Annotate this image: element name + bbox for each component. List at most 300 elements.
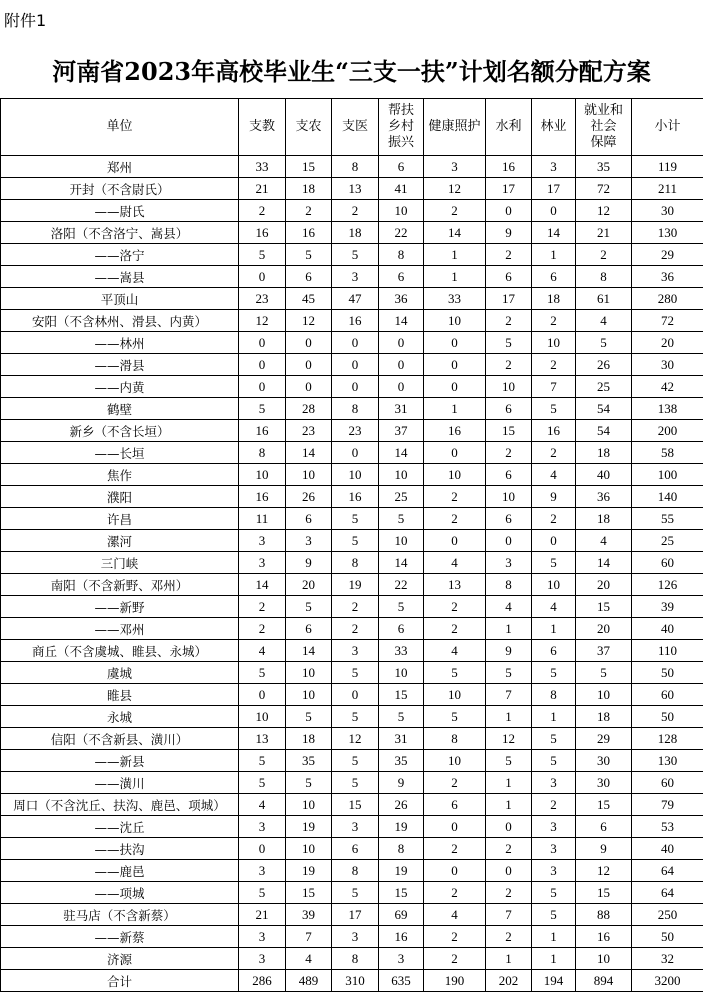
quota-cell: 25 [379,486,424,508]
quota-cell: 36 [632,266,703,288]
quota-cell: 140 [632,486,703,508]
quota-cell: 10 [424,750,486,772]
quota-cell: 1 [532,618,576,640]
quota-cell: 54 [576,398,632,420]
table-row [1,442,703,464]
quota-cell: 10 [486,376,532,398]
quota-cell: 0 [239,332,286,354]
quota-cell: 1 [424,398,486,420]
unit-name-cell: 商丘（不含虞城、睢县、永城） [1,640,239,662]
quota-cell: 3 [379,948,424,970]
quota-cell: 2 [532,508,576,530]
quota-cell: 0 [424,376,486,398]
quota-cell: 41 [379,178,424,200]
quota-cell: 15 [486,420,532,442]
quota-cell: 15 [286,882,332,904]
quota-cell: 12 [486,728,532,750]
quota-cell: 3 [239,530,286,552]
quota-cell: 3 [239,552,286,574]
quota-cell: 5 [239,750,286,772]
quota-cell: 16 [286,222,332,244]
quota-cell: 8 [332,948,379,970]
quota-cell: 8 [379,838,424,860]
quota-cell: 9 [532,486,576,508]
column-header: 帮扶 乡村 振兴 [379,99,424,156]
quota-cell: 30 [576,772,632,794]
quota-cell: 10 [379,662,424,684]
quota-cell: 15 [379,684,424,706]
quota-cell: 14 [379,552,424,574]
unit-name-cell: 三门峡 [1,552,239,574]
unit-name-cell: ——潢川 [1,772,239,794]
quota-cell: 5 [332,882,379,904]
quota-cell: 5 [424,706,486,728]
quota-cell: 2 [424,486,486,508]
quota-cell: 5 [532,552,576,574]
quota-cell: 2 [486,310,532,332]
quota-cell: 3 [239,926,286,948]
quota-cell: 5 [332,244,379,266]
quota-cell: 72 [632,310,703,332]
quota-cell: 10 [532,332,576,354]
quota-cell: 20 [576,574,632,596]
table-row [1,882,703,904]
quota-cell: 10 [424,464,486,486]
column-header: 支教 [239,99,286,156]
quota-cell: 50 [632,706,703,728]
quota-cell: 15 [332,794,379,816]
unit-name-cell: 南阳（不含新野、邓州） [1,574,239,596]
quota-cell: 119 [632,156,703,178]
unit-name-cell: 洛阳（不含洛宁、嵩县） [1,222,239,244]
quota-cell: 5 [332,530,379,552]
quota-cell: 10 [286,464,332,486]
quota-cell: 0 [424,442,486,464]
quota-cell: 5 [239,662,286,684]
quota-cell: 3 [532,156,576,178]
table-row [1,860,703,882]
quota-cell: 0 [424,530,486,552]
quota-cell: 1 [424,244,486,266]
quota-cell: 22 [379,574,424,596]
quota-cell: 4 [486,596,532,618]
quota-cell: 0 [532,530,576,552]
quota-cell: 25 [632,530,703,552]
quota-cell: 10 [379,200,424,222]
quota-cell: 21 [576,222,632,244]
unit-name-cell: ——新蔡 [1,926,239,948]
quota-cell: 5 [239,244,286,266]
quota-cell: 5 [332,508,379,530]
quota-cell: 3 [532,860,576,882]
quota-cell: 6 [424,794,486,816]
quota-cell: 3 [532,838,576,860]
quota-cell: 17 [486,288,532,310]
quota-cell: 2 [486,244,532,266]
table-row [1,486,703,508]
quota-cell: 4 [576,310,632,332]
quota-cell: 3 [532,772,576,794]
table-row [1,222,703,244]
quota-cell: 10 [239,464,286,486]
quota-cell: 280 [632,288,703,310]
unit-name-cell: 永城 [1,706,239,728]
quota-cell: 6 [379,266,424,288]
column-header: 健康照护 [424,99,486,156]
quota-cell: 36 [379,288,424,310]
table-row [1,178,703,200]
quota-cell: 5 [239,882,286,904]
quota-cell: 3 [424,156,486,178]
quota-cell: 5 [532,904,576,926]
unit-name-cell: 新乡（不含长垣） [1,420,239,442]
quota-cell: 15 [379,882,424,904]
quota-cell: 60 [632,684,703,706]
quota-cell: 2 [486,926,532,948]
unit-name-cell: 睢县 [1,684,239,706]
quota-cell: 2 [532,794,576,816]
quota-cell: 88 [576,904,632,926]
quota-cell: 1 [532,948,576,970]
quota-cell: 10 [379,464,424,486]
total-row [1,970,703,992]
quota-table [0,98,703,992]
quota-cell: 10 [424,310,486,332]
unit-name-cell: 平顶山 [1,288,239,310]
quota-cell: 2 [486,882,532,904]
quota-cell: 5 [532,398,576,420]
quota-cell: 2 [332,618,379,640]
quota-cell: 0 [332,354,379,376]
quota-cell: 3200 [632,970,703,992]
column-header: 单位 [1,99,239,156]
quota-cell: 5 [286,244,332,266]
quota-cell: 10 [239,706,286,728]
quota-cell: 19 [379,816,424,838]
quota-cell: 6 [286,618,332,640]
quota-cell: 36 [576,486,632,508]
quota-cell: 47 [332,288,379,310]
quota-cell: 14 [424,222,486,244]
quota-cell: 16 [332,486,379,508]
quota-cell: 2 [332,200,379,222]
table-row [1,750,703,772]
quota-cell: 5 [332,750,379,772]
quota-cell: 40 [576,464,632,486]
quota-cell: 9 [286,552,332,574]
unit-name-cell: 郑州 [1,156,239,178]
quota-cell: 8 [379,244,424,266]
quota-cell: 55 [632,508,703,530]
table-header-row [1,99,703,156]
quota-cell: 54 [576,420,632,442]
quota-cell: 2 [424,508,486,530]
document-title: 河南省2023年高校毕业生“三支一扶”计划名额分配方案 [0,52,703,87]
table-row [1,464,703,486]
quota-cell: 12 [424,178,486,200]
column-header: 支农 [286,99,332,156]
quota-cell: 18 [286,728,332,750]
quota-cell: 4 [239,640,286,662]
table-row [1,596,703,618]
quota-cell: 9 [486,640,532,662]
table-row [1,530,703,552]
quota-cell: 0 [332,332,379,354]
quota-cell: 35 [379,750,424,772]
quota-cell: 1 [486,948,532,970]
quota-cell: 0 [286,354,332,376]
quota-cell: 5 [486,332,532,354]
quota-cell: 16 [239,420,286,442]
quota-cell: 10 [286,662,332,684]
unit-name-cell: 济源 [1,948,239,970]
quota-cell: 16 [532,420,576,442]
quota-cell: 4 [286,948,332,970]
table-row [1,266,703,288]
quota-cell: 2 [424,948,486,970]
quota-cell: 23 [239,288,286,310]
table-row [1,728,703,750]
quota-cell: 7 [532,376,576,398]
table-row [1,706,703,728]
quota-cell: 33 [239,156,286,178]
unit-name-cell: ——尉氏 [1,200,239,222]
quota-cell: 4 [424,640,486,662]
quota-cell: 39 [632,596,703,618]
quota-cell: 28 [286,398,332,420]
quota-cell: 6 [486,266,532,288]
quota-cell: 5 [532,750,576,772]
quota-cell: 14 [379,310,424,332]
quota-cell: 211 [632,178,703,200]
quota-cell: 1 [486,618,532,640]
unit-name-cell: 驻马店（不含新蔡） [1,904,239,926]
quota-cell: 200 [632,420,703,442]
quota-cell: 10 [424,684,486,706]
quota-cell: 33 [424,288,486,310]
quota-cell: 30 [576,750,632,772]
table-row [1,420,703,442]
quota-cell: 6 [576,816,632,838]
quota-cell: 2 [424,926,486,948]
table-row [1,904,703,926]
quota-cell: 4 [532,464,576,486]
quota-cell: 18 [576,442,632,464]
quota-cell: 126 [632,574,703,596]
quota-cell: 11 [239,508,286,530]
quota-cell: 4 [239,794,286,816]
quota-cell: 0 [424,860,486,882]
quota-cell: 10 [532,574,576,596]
quota-cell: 14 [532,222,576,244]
quota-cell: 19 [332,574,379,596]
quota-cell: 2 [286,200,332,222]
quota-cell: 17 [332,904,379,926]
unit-name-cell: ——长垣 [1,442,239,464]
quota-cell: 0 [379,376,424,398]
quota-cell: 21 [239,904,286,926]
quota-cell: 5 [576,662,632,684]
unit-name-cell: ——新县 [1,750,239,772]
quota-cell: 33 [379,640,424,662]
quota-cell: 0 [486,200,532,222]
quota-cell: 13 [424,574,486,596]
quota-cell: 5 [332,662,379,684]
quota-cell: 2 [486,838,532,860]
quota-cell: 2 [424,618,486,640]
quota-cell: 35 [576,156,632,178]
quota-cell: 19 [286,860,332,882]
quota-cell: 194 [532,970,576,992]
table-row [1,838,703,860]
quota-cell: 16 [424,420,486,442]
quota-cell: 2 [486,354,532,376]
quota-cell: 18 [332,222,379,244]
table-row [1,376,703,398]
quota-cell: 3 [239,860,286,882]
quota-cell: 10 [576,948,632,970]
quota-cell: 6 [532,640,576,662]
unit-name-cell: ——内黄 [1,376,239,398]
quota-cell: 32 [632,948,703,970]
quota-cell: 0 [424,332,486,354]
quota-cell: 7 [486,684,532,706]
table-row [1,354,703,376]
attachment-label: 附件1 [4,8,46,31]
quota-cell: 5 [286,706,332,728]
quota-cell: 64 [632,860,703,882]
quota-cell: 3 [332,816,379,838]
quota-cell: 13 [239,728,286,750]
quota-cell: 9 [576,838,632,860]
quota-cell: 19 [379,860,424,882]
quota-cell: 39 [286,904,332,926]
unit-name-cell: ——洛宁 [1,244,239,266]
unit-name-cell: 合计 [1,970,239,992]
quota-cell: 6 [532,266,576,288]
quota-cell: 22 [379,222,424,244]
unit-name-cell: ——邓州 [1,618,239,640]
quota-cell: 635 [379,970,424,992]
unit-name-cell: ——滑县 [1,354,239,376]
quota-cell: 26 [576,354,632,376]
quota-cell: 8 [424,728,486,750]
quota-cell: 79 [632,794,703,816]
unit-name-cell: ——嵩县 [1,266,239,288]
quota-cell: 7 [286,926,332,948]
quota-cell: 0 [424,354,486,376]
quota-cell: 15 [286,156,332,178]
quota-cell: 0 [239,684,286,706]
quota-cell: 14 [239,574,286,596]
quota-cell: 8 [332,552,379,574]
quota-cell: 489 [286,970,332,992]
quota-cell: 30 [632,200,703,222]
quota-cell: 14 [286,640,332,662]
quota-cell: 35 [286,750,332,772]
quota-cell: 2 [486,442,532,464]
quota-cell: 0 [332,376,379,398]
quota-cell: 2 [532,310,576,332]
table-row [1,662,703,684]
quota-cell: 18 [532,288,576,310]
quota-cell: 42 [632,376,703,398]
quota-cell: 4 [424,552,486,574]
quota-cell: 15 [576,882,632,904]
quota-cell: 3 [532,816,576,838]
table-row [1,156,703,178]
quota-cell: 50 [632,662,703,684]
quota-cell: 23 [332,420,379,442]
quota-cell: 2 [532,354,576,376]
column-header: 小计 [632,99,703,156]
table-row [1,310,703,332]
quota-cell: 3 [332,926,379,948]
quota-cell: 10 [486,486,532,508]
quota-cell: 2 [239,200,286,222]
quota-cell: 8 [239,442,286,464]
table-row [1,926,703,948]
quota-cell: 5 [379,596,424,618]
quota-cell: 8 [332,398,379,420]
quota-cell: 29 [632,244,703,266]
quota-cell: 2 [576,244,632,266]
quota-cell: 0 [379,332,424,354]
column-header: 水利 [486,99,532,156]
quota-cell: 5 [424,662,486,684]
quota-cell: 0 [286,376,332,398]
quota-cell: 0 [239,838,286,860]
quota-cell: 25 [576,376,632,398]
quota-cell: 30 [632,354,703,376]
quota-cell: 130 [632,750,703,772]
quota-cell: 5 [379,508,424,530]
quota-cell: 0 [532,200,576,222]
quota-cell: 0 [332,442,379,464]
quota-cell: 10 [332,464,379,486]
quota-cell: 138 [632,398,703,420]
quota-cell: 6 [379,618,424,640]
quota-cell: 2 [239,596,286,618]
quota-cell: 4 [576,530,632,552]
quota-cell: 5 [532,882,576,904]
column-header: 就业和 社会 保障 [576,99,632,156]
table-row [1,816,703,838]
quota-cell: 60 [632,772,703,794]
table-row [1,552,703,574]
quota-cell: 16 [239,486,286,508]
quota-cell: 5 [286,596,332,618]
quota-cell: 29 [576,728,632,750]
quota-cell: 2 [424,882,486,904]
quota-cell: 2 [424,596,486,618]
quota-cell: 8 [332,860,379,882]
quota-cell: 10 [576,684,632,706]
table-row [1,398,703,420]
unit-name-cell: 焦作 [1,464,239,486]
table-row [1,244,703,266]
quota-cell: 128 [632,728,703,750]
quota-cell: 6 [486,398,532,420]
quota-cell: 16 [239,222,286,244]
quota-cell: 10 [286,838,332,860]
quota-cell: 3 [332,266,379,288]
quota-cell: 9 [379,772,424,794]
quota-cell: 1 [486,706,532,728]
unit-name-cell: 濮阳 [1,486,239,508]
table-row [1,948,703,970]
quota-cell: 12 [576,200,632,222]
